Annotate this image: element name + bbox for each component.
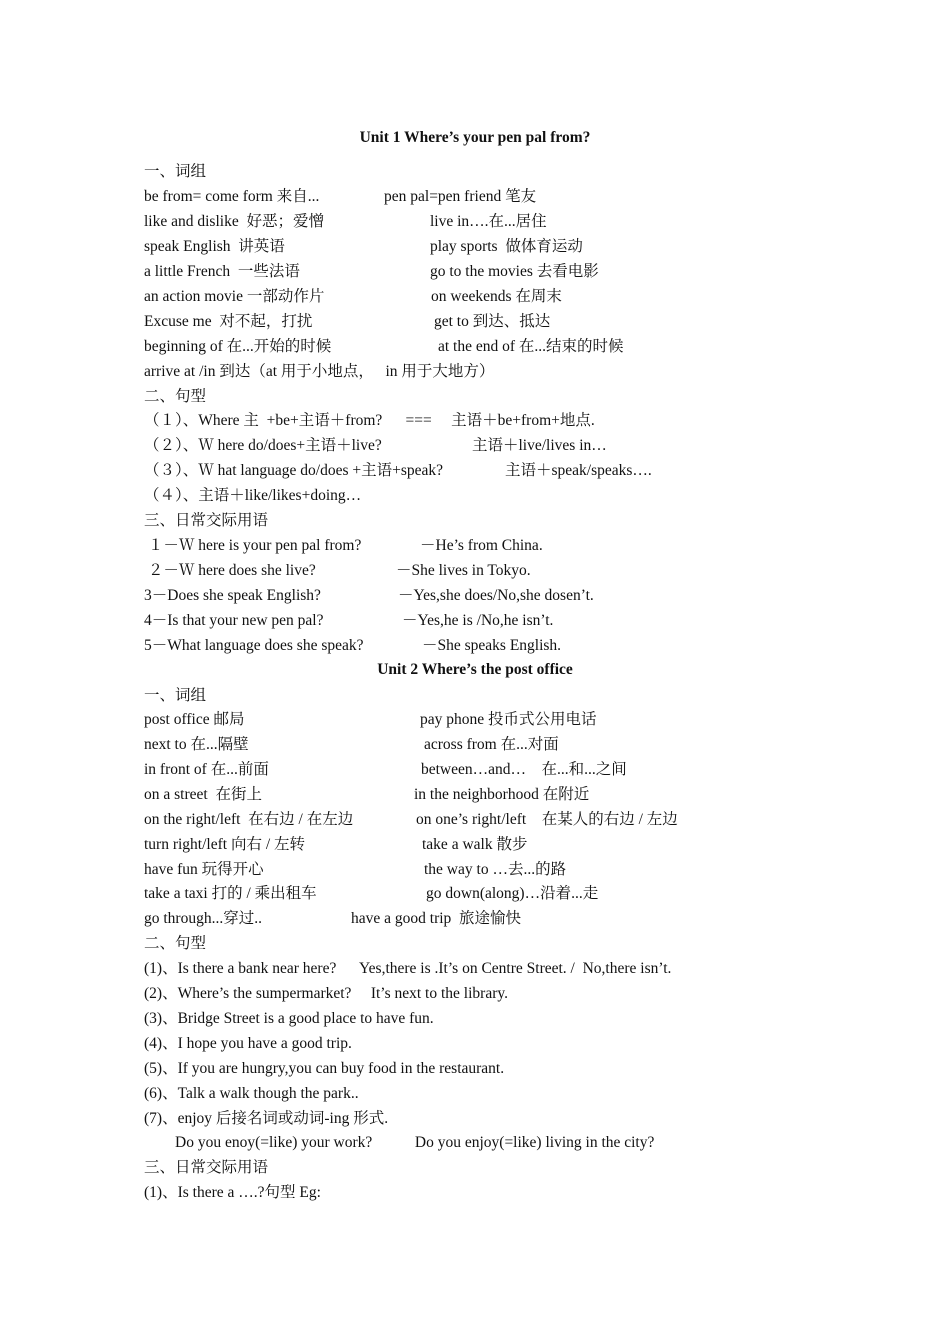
unit2-phrases-heading: 一、词组 [144,687,207,704]
phrase-row: on a street 在街上 in the neighborhood 在附近 [144,786,590,803]
dialog-row: (1)、Is there a ….?句型 Eg: [144,1184,321,1201]
sentence-row: （１）、Where 主 +be+主语＋from? === 主语＋be+from+地点. [144,412,595,429]
phrase-row: Excuse me 对不起，打扰 get to 到达、抵达 [144,313,551,330]
unit2-daily-heading: 三、日常交际用语 [144,1159,269,1176]
phrase-row: post office 邮局 pay phone 投币式公用电话 [144,711,597,728]
sentence-row: (5)、If you are hungry,you can buy food in the restaurant. [144,1060,505,1077]
phrase-row: a little French 一些法语 go to the movies 去看电影 [144,263,599,280]
phrase-row: turn right/left 向右 / 左转 take a walk 散步 [144,836,528,853]
phrase-row: go through...穿过.. have a good trip 旅途愉快 [144,910,522,927]
phrase-row: an action movie 一部动作片 on weekends 在周末 [144,288,562,305]
sentence-row: （２）、Ｗ here do/does+主语＋live? 主语＋live/lives in… [144,437,607,454]
sentence-row: (2)、Where’s the sumpermarket? It’s next to the library. [144,985,508,1002]
phrase-arrive: arrive at /in 到达（at 用于小地点， in 用于大地方） [144,363,495,380]
sentence-row: （４）、主语＋like/likes+doing… [144,487,362,504]
phrase-row: have fun 玩得开心 the way to …去...的路 [144,861,567,878]
phrase-row: on the right/left 在右边 / 在左边 on one’s right/left 在某人的右边 / 左边 [144,811,678,828]
phrase-row: take a taxi 打的 / 乘出租车 go down(along)…沿着...走 [144,885,599,902]
sentence-row: (4)、I hope you have a good trip. [144,1035,352,1052]
sentence-row: Do you enoy(=like) your work? Do you enjoy(=like) living in the city? [144,1134,655,1151]
phrase-row: speak English 讲英语 play sports 做体育运动 [144,238,583,255]
unit1-phrases-heading: 一、词组 [144,163,207,180]
dialog-row: 5－What language does she speak? －She speaks English. [144,637,562,654]
phrase-row: like and dislike 好恶；爱憎 live in….在...居住 [144,213,547,230]
sentence-row: (7)、enjoy 后接名词或动词-ing 形式. [144,1110,389,1127]
unit2-title: Unit 2 Where’s the post office [377,661,573,678]
phrase-row: be from= come form 来自... pen pal=pen friend 笔友 [144,188,537,205]
unit1-sentences-heading: 二、句型 [144,388,207,405]
dialog-row: 4－Is that your new pen pal? －Yes,he is /No,he isn’t. [144,612,554,629]
sentence-row: (3)、Bridge Street is a good place to have fun. [144,1010,434,1027]
sentence-row: (6)、Talk a walk though the park.. [144,1085,359,1102]
unit1-title: Unit 1 Where’s your pen pal from? [359,129,591,146]
sentence-row: (1)、Is there a bank near here? Yes,there is .It’s on Centre Street. / No,there isn’t. [144,960,672,977]
phrase-row: beginning of 在...开始的时候 at the end of 在...结束的时候 [144,338,624,355]
phrase-row: next to 在...隔壁 across from 在...对面 [144,736,559,753]
dialog-row: 3－Does she speak English? －Yes,she does/No,she dosen’t. [144,587,594,604]
phrase-row: in front of 在...前面 between…and… 在...和...之间 [144,761,627,778]
unit2-sentences-heading: 二、句型 [144,935,207,952]
unit1-daily-heading: 三、日常交际用语 [144,512,269,529]
sentence-row: （３）、Ｗ hat language do/does +主语+speak? 主语＋speak/speaks…. [144,462,652,479]
dialog-row: １－Ｗ here is your pen pal from? －He’s from China. [144,537,543,554]
dialog-row: ２－Ｗ here does she live? －She lives in Tokyo. [144,562,531,579]
